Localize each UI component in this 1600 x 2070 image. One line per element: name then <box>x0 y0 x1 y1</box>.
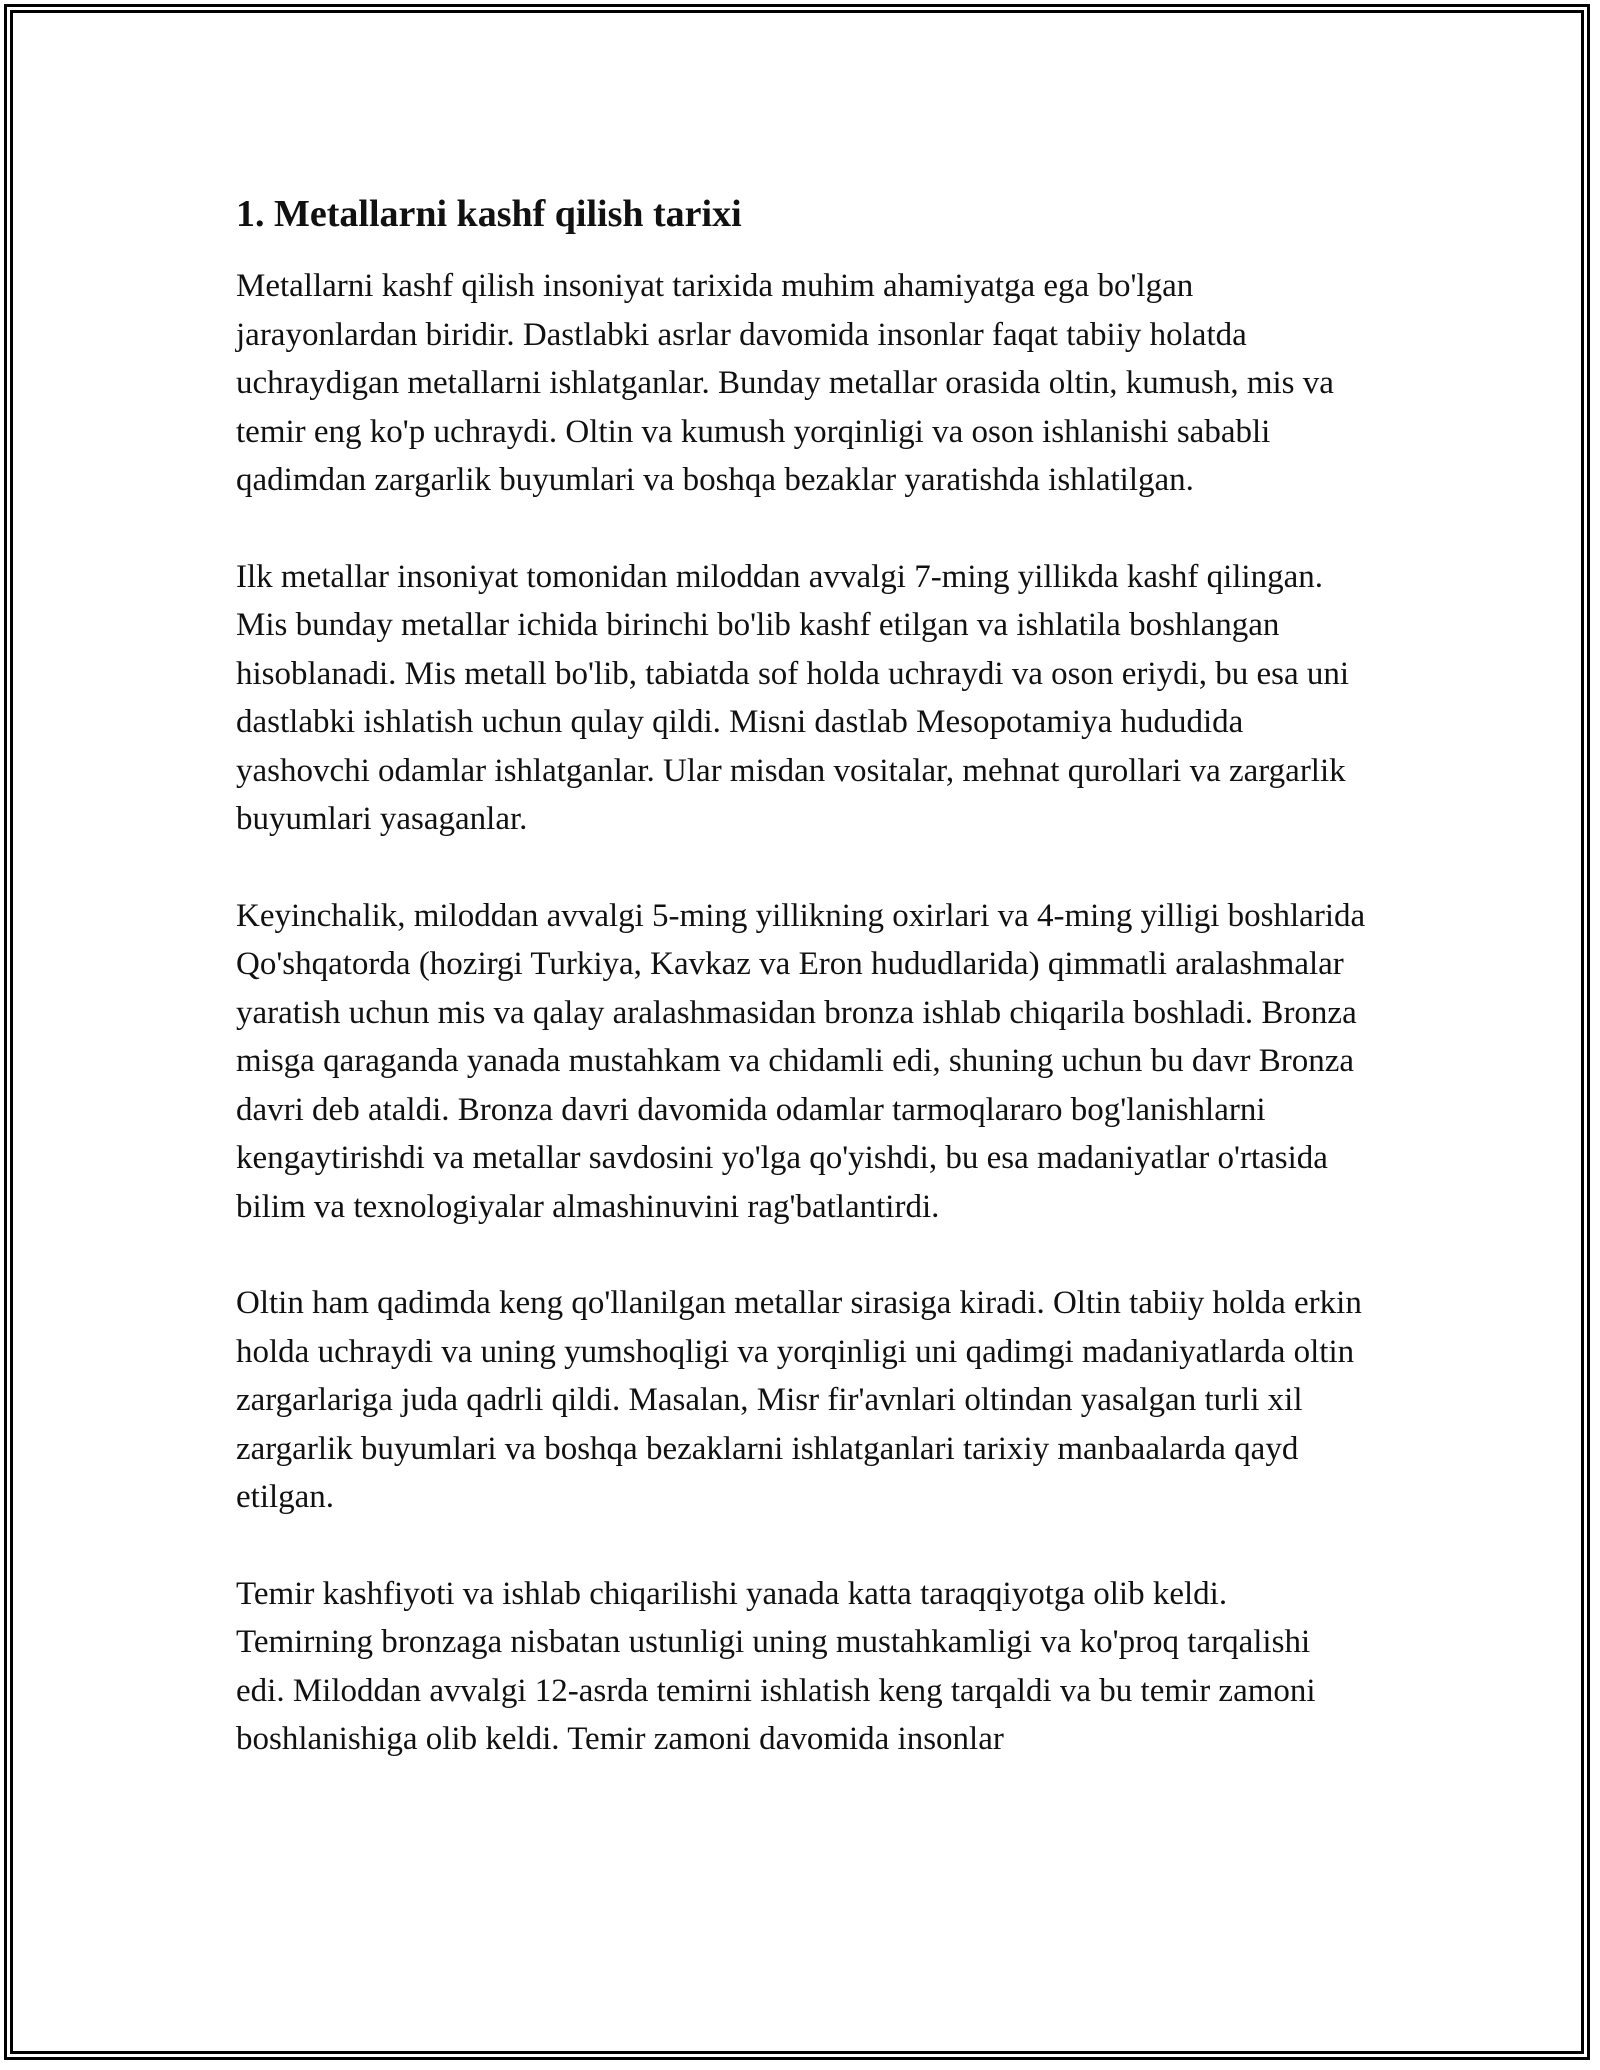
paragraph-1: Metallarni kashf qilish insoniyat tarixida muhim ahamiyatga ega bo'lgan jarayonlardan biridir. Dastlabki asrlar davomida insonlar faqat tabiiy holatda uchraydigan metallarni ishlatganlar. Bunday metallar orasida oltin, kumush, mis va temir eng ko'p uchraydi. Oltin va kumush yorqinligi va oson ishlanishi sababli qadimdan zargarlik buyumlari va boshqa bezaklar yaratishda ishlatilgan. <box>236 268 1334 498</box>
paragraph-3: Keyinchalik, miloddan avvalgi 5-ming yillikning oxirlari va 4-ming yilligi boshlarida Qo'shqatorda (hozirgi Turkiya, Kavkaz va Eron hududlarida) qimmatli aralashmalar yaratish uchun mis va qalay aralashmasidan bronza ishlab chiqarila boshladi. Bronza misga qaraganda yanada mustahkam va chidamli edi, shuning uchun bu davr Bronza davri deb ataldi. Bronza davri davomida odamlar tarmoqlararo bog'lanishlarni kengaytirishdi va metallar savdosini yo'lga qo'yishdi, bu esa madaniyatlar o'rtasida bilim va texnologiyalar almashinuvini rag'batlantirdi. <box>236 897 1366 1225</box>
document-body <box>236 188 1366 1764</box>
paragraph-2: Ilk metallar insoniyat tomonidan miloddan avvalgi 7-ming yillikda kashf qilingan. Mis bunday metallar ichida birinchi bo'lib kashf etilgan va ishlatila boshlangan hisoblanadi. Mis metall bo'lib, tabiatda sof holda uchraydi va oson eriydi, bu esa uni dastlabki ishlatish uchun qulay qildi. Misni dastlab Mesopotamiya hududida yashovchi odamlar ishlatganlar. Ular misdan vositalar, mehnat qurollari va zargarlik buyumlari yasaganlar. <box>236 558 1350 837</box>
paragraph-4: Oltin ham qadimda keng qo'llanilgan metallar sirasiga kiradi. Oltin tabiiy holda erkin holda uchraydi va uning yumshoqligi va yorqinligi uni qadimgi madaniyatlarda oltin zargarlariga juda qadrli qildi. Masalan, Misr fir'avnlari oltindan yasalgan turli xil zargarlik buyumlari va boshqa bezaklarni ishlatganlari tarixiy manbaalarda qayd etilgan. <box>236 1285 1362 1515</box>
paragraph-5: Temir kashfiyoti va ishlab chiqarilishi yanada katta taraqqiyotga olib keldi. Temirning bronzaga nisbatan ustunligi uning mustahkamligi va ko'proq tarqalishi edi. Miloddan avvalgi 12-asrda temirni ishlatish keng tarqaldi va bu temir zamoni boshlanishiga olib keldi. Temir zamoni davomida insonlar <box>236 1575 1316 1757</box>
section-heading: 1. Metallarni kashf qilish tarixi <box>236 193 742 235</box>
